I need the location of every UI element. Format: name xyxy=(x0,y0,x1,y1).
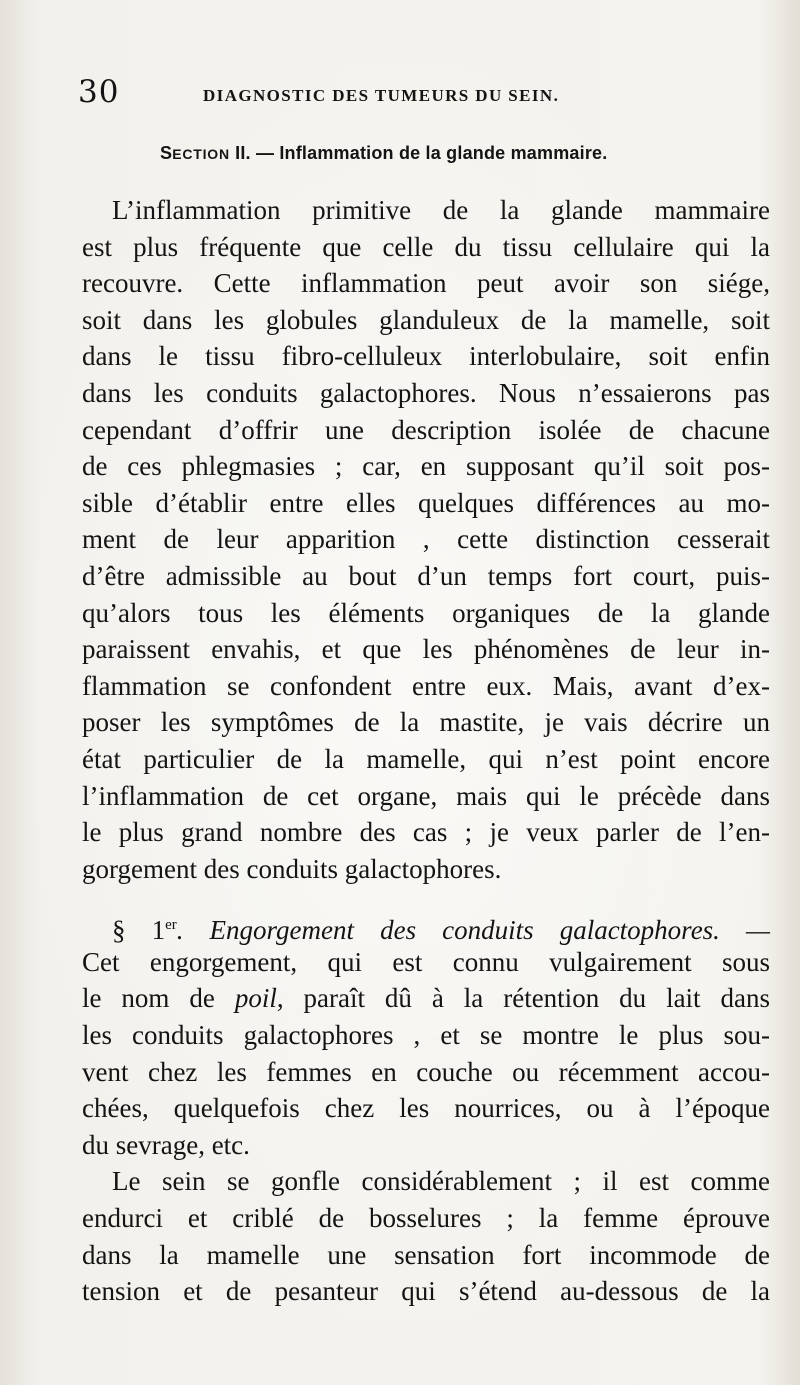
paragraph-gap xyxy=(82,887,770,907)
text-line: dans le tissu fibro-celluleux interlobulaire, soit enfin xyxy=(82,341,770,372)
paragraph-sein xyxy=(82,1163,770,1309)
page-number: 30 xyxy=(78,74,120,110)
text-fragment: le nom de xyxy=(82,983,215,1014)
text-line: chées, quelquefois chez les nourrices, ou à l’époque xyxy=(82,1093,770,1124)
text-line: sible d’établir entre elles quelques différences au mo- xyxy=(82,487,770,518)
text-line: les conduits galactophores , et se montre le plus sou- xyxy=(82,1020,770,1051)
text-line: tension et de pesanteur qui s’étend au-dessous de la xyxy=(82,1276,770,1307)
text-line: endurci et criblé de bosselures ; la femme éprouve xyxy=(82,1203,770,1234)
text-line xyxy=(82,980,770,1017)
section-heading xyxy=(160,143,607,164)
section-label-initial: S xyxy=(160,143,173,163)
text-line: du sevrage, etc. xyxy=(82,1129,250,1160)
body-text xyxy=(82,192,770,1310)
text-line: poser les symptômes de la mastite, je vais décrire un xyxy=(82,707,770,738)
text-line: dans la mamelle une sensation fort incommode de xyxy=(82,1239,770,1270)
text-line: le plus grand nombre des cas ; je veux parler de l’en- xyxy=(82,817,770,848)
text-line: d’être admissible au bout d’un temps fort court, puis- xyxy=(82,560,770,591)
text-line: vent chez les femmes en couche ou récemment accou- xyxy=(82,1056,770,1087)
paragraph-inflammation xyxy=(82,192,770,887)
text-fragment: , paraît dû à la rétention du lait dans xyxy=(276,983,770,1014)
text-line: de ces phlegmasies ; car, en supposant qu’il soit pos- xyxy=(82,451,770,482)
text-line: ment de leur apparition , cette distinction cesserait xyxy=(82,524,770,555)
subsection-heading xyxy=(82,907,770,944)
running-head: DIAGNOSTIC DES TUMEURS DU SEIN. xyxy=(203,86,560,105)
text-line: Cet engorgement, qui est connu vulgairement sous xyxy=(82,946,770,977)
text-line: l’inflammation de cet organe, mais qui le précède dans xyxy=(82,780,770,811)
text-line: Le sein se gonfle considérablement ; il est comme xyxy=(112,1166,770,1197)
text-line: gorgement des conduits galactophores. xyxy=(82,853,502,884)
text-line: qu’alors tous les éléments organiques de la glande xyxy=(82,597,770,628)
text-line: paraissent envahis, et que les phénomènes de leur in- xyxy=(82,634,770,665)
text-line: recouvre. Cette inflammation peut avoir son siége, xyxy=(82,268,770,299)
text-line: cependant d’offrir une description isolée de chacune xyxy=(82,414,770,445)
text-line: est plus fréquente que celle du tissu cellulaire qui la xyxy=(82,231,770,262)
paragraph-engorgement xyxy=(82,907,770,1163)
page-header xyxy=(78,74,698,114)
section-mark: § 1 xyxy=(112,915,166,946)
section-number: II. xyxy=(235,143,251,163)
text-line: flammation se confondent entre eux. Mais, avant d’ex- xyxy=(82,670,770,701)
subsection-title: . Engorgement des conduits galactophores. — xyxy=(176,915,771,946)
text-line: L’inflammation primitive de la glande mammaire xyxy=(112,195,770,225)
italic-term-poil: poil xyxy=(234,983,277,1014)
section-title: — Inflammation de la glande mammaire. xyxy=(255,143,608,163)
section-label-rest: ECTION xyxy=(172,146,230,162)
text-line: état particulier de la mamelle, qui n’est point encore xyxy=(82,743,770,774)
text-line: soit dans les globules glanduleux de la mamelle, soit xyxy=(82,304,770,335)
text-line: dans les conduits galactophores. Nous n’essaierons pas xyxy=(82,377,770,408)
section-mark-superscript: er xyxy=(165,917,177,934)
